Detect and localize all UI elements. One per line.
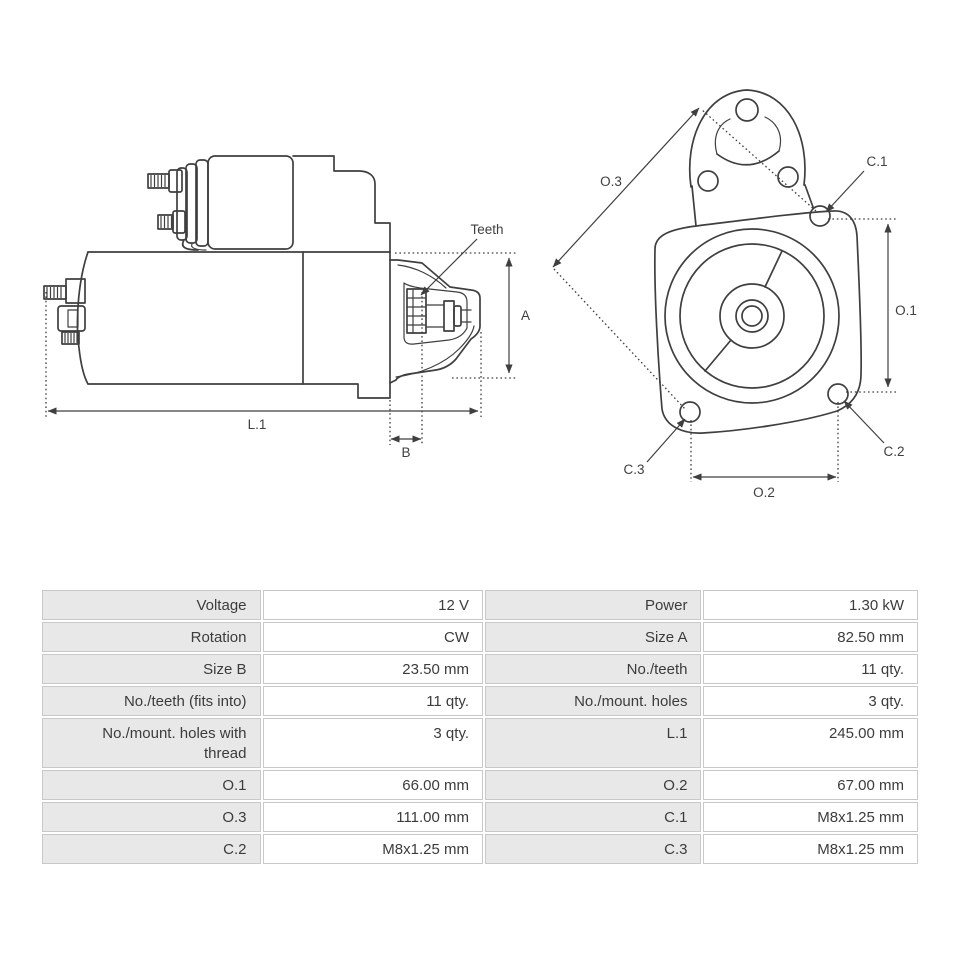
spec-value-cell: 245.00 mm	[703, 718, 918, 768]
spec-value-cell: 12 V	[263, 590, 484, 620]
front-view-drawing	[553, 90, 917, 500]
spec-label-cell: Voltage	[42, 590, 261, 620]
spec-value-cell: 66.00 mm	[263, 770, 484, 800]
mount-hole-c1	[810, 206, 830, 226]
teeth-label: Teeth	[470, 222, 504, 237]
dim-label-o2: O.2	[753, 485, 775, 500]
spec-label-cell: Size B	[42, 654, 261, 684]
c1-callout	[826, 154, 888, 212]
spec-label-cell: No./teeth (fits into)	[42, 686, 261, 716]
dim-label-c3: C.3	[623, 462, 645, 477]
thread-hatch	[151, 176, 165, 187]
spec-value-cell: 67.00 mm	[703, 770, 918, 800]
spec-value-cell: CW	[263, 622, 484, 652]
thread-hatch	[47, 288, 61, 298]
upper-right-hole	[778, 167, 798, 187]
dimension-b	[390, 292, 422, 460]
spec-value-cell: M8x1.25 mm	[263, 834, 484, 864]
rear-terminals	[44, 279, 85, 344]
dim-label-o1: O.1	[895, 303, 917, 318]
c2-callout	[844, 401, 905, 459]
spec-label-cell: Size A	[485, 622, 701, 652]
spec-label-cell: No./mount. holes with thread	[42, 718, 261, 768]
spec-value-cell: 1.30 kW	[703, 590, 918, 620]
spec-label-cell: C.2	[42, 834, 261, 864]
dim-label-c1: C.1	[866, 154, 888, 169]
mount-hole-c2	[828, 384, 848, 404]
motor-body	[77, 252, 390, 398]
mount-hole-c3	[680, 402, 700, 422]
dimension-l1	[46, 292, 481, 432]
spec-label-cell: O.3	[42, 802, 261, 832]
thread-hatch	[65, 334, 77, 343]
radial-line-lower	[705, 340, 731, 371]
solenoid	[148, 156, 293, 250]
spec-value-cell: 11 qty.	[703, 654, 918, 684]
specifications-table	[40, 588, 920, 866]
spec-label-cell: Rotation	[42, 622, 261, 652]
spec-label-cell: O.2	[485, 770, 701, 800]
spec-value-cell: 23.50 mm	[263, 654, 484, 684]
spec-label-cell: Power	[485, 590, 701, 620]
spec-label-cell: C.3	[485, 834, 701, 864]
spec-label-cell: L.1	[485, 718, 701, 768]
spec-label-cell: C.1	[485, 802, 701, 832]
table-row	[42, 622, 918, 652]
dim-label-c2: C.2	[883, 444, 905, 459]
pinion-gear	[407, 289, 426, 333]
spec-value-cell: 82.50 mm	[703, 622, 918, 652]
spec-value-cell: 3 qty.	[703, 686, 918, 716]
dim-label-b: B	[401, 445, 411, 460]
table-row	[42, 654, 918, 684]
side-view-drawing	[44, 156, 530, 460]
spec-value-cell: 3 qty.	[263, 718, 484, 768]
shaft-hole	[742, 306, 762, 326]
thread-hatch	[161, 217, 172, 228]
top-bracket	[690, 90, 813, 226]
dim-label-o3: O.3	[600, 174, 622, 189]
dimension-o1	[828, 219, 917, 392]
dim-label-a: A	[521, 308, 531, 323]
radial-line-upper	[765, 251, 782, 287]
spec-label-cell: O.1	[42, 770, 261, 800]
dim-label-l1: L.1	[247, 417, 267, 432]
spec-value-cell: 11 qty.	[263, 686, 484, 716]
upper-left-hole	[698, 171, 718, 191]
table-row	[42, 686, 918, 716]
table-row	[42, 770, 918, 800]
table-row	[42, 718, 918, 768]
pinion-shaft	[426, 301, 471, 331]
drive-end-housing	[390, 260, 480, 383]
spec-label-cell: No./teeth	[485, 654, 701, 684]
table-row	[42, 834, 918, 864]
top-hole	[736, 99, 758, 121]
table-row	[42, 802, 918, 832]
spec-label-cell: No./mount. holes	[485, 686, 701, 716]
table-row	[42, 590, 918, 620]
teeth-callout	[421, 222, 504, 295]
spec-value-cell: M8x1.25 mm	[703, 834, 918, 864]
spec-value-cell: 111.00 mm	[263, 802, 484, 832]
spec-value-cell: M8x1.25 mm	[703, 802, 918, 832]
bearing-circles	[665, 229, 839, 403]
yoke-outline	[293, 156, 390, 252]
